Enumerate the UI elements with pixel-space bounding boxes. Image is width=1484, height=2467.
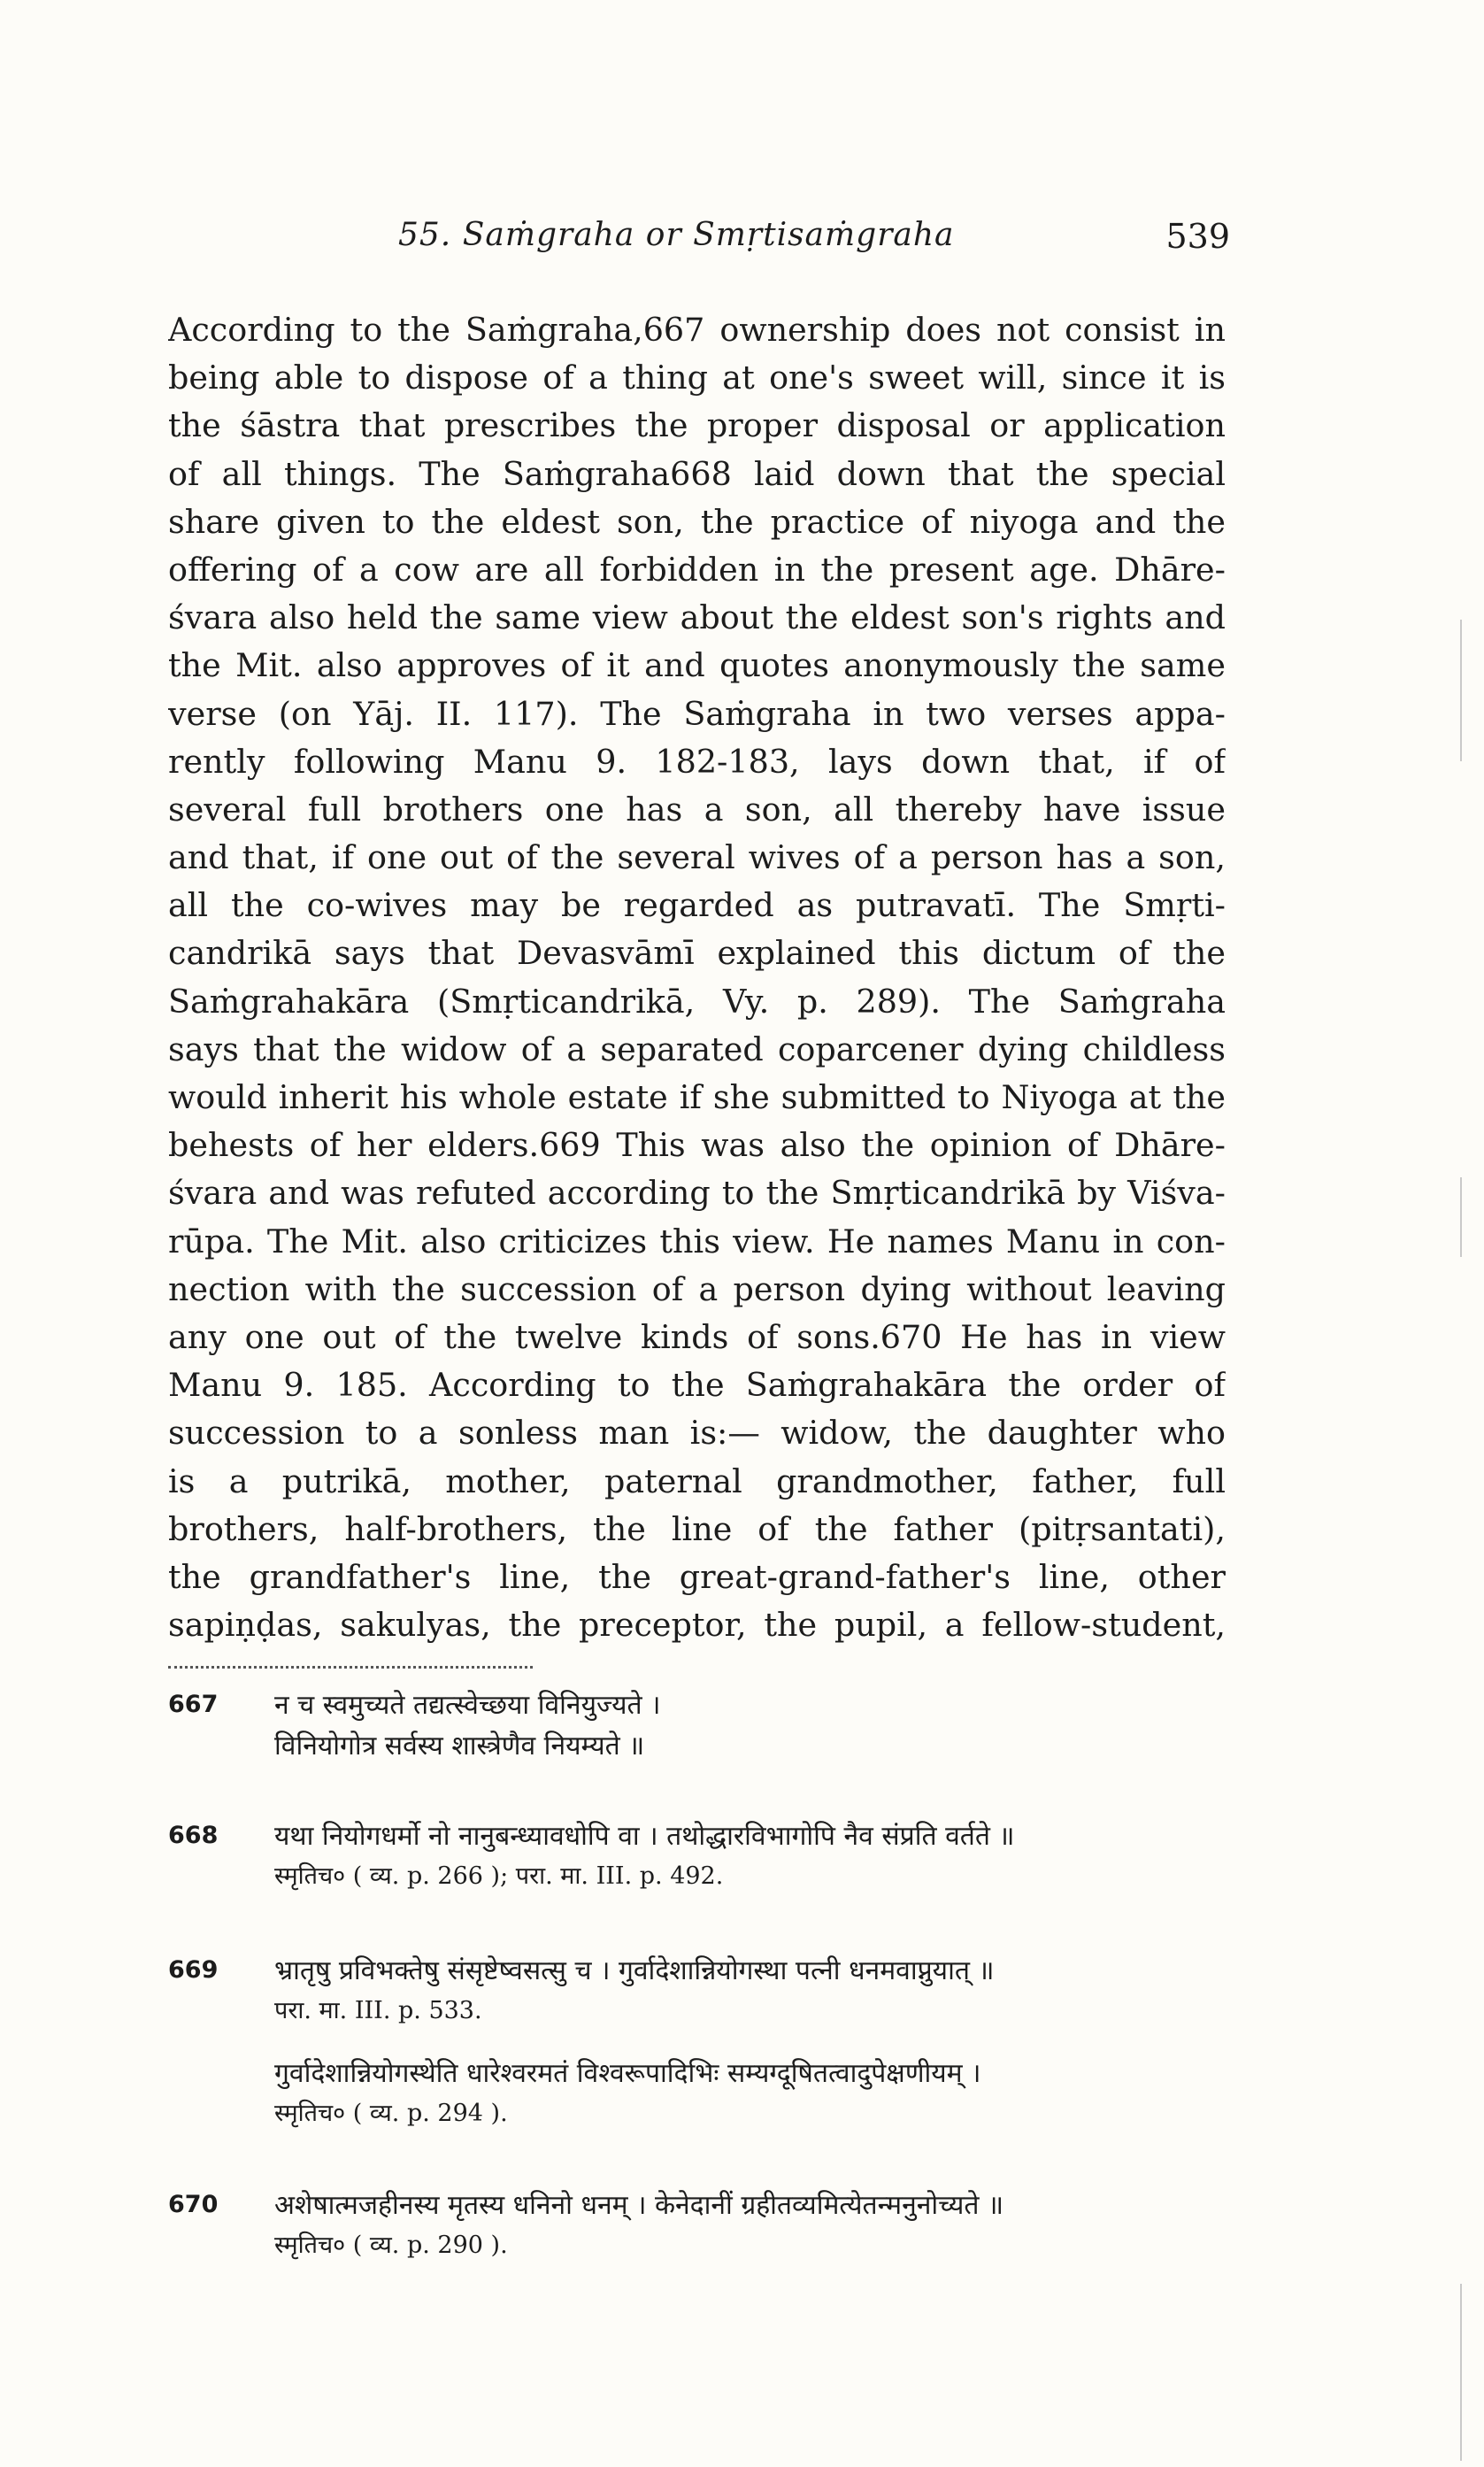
page-number: 539 <box>1165 217 1230 256</box>
text-line: behests of her elders.669 This was also the opinion of Dhāre- <box>168 1126 1226 1165</box>
text-line: the śāstra that prescribes the proper disposal or application <box>168 406 1226 445</box>
text-line: and that, if one out of the several wives of a person has a son, <box>168 838 1226 877</box>
text-line: all the co-wives may be regarded as putravatī. The Smṛti- <box>168 886 1226 925</box>
scan-artifact <box>1460 1177 1462 1257</box>
text-line: According to the Saṁgraha,667 ownership does not consist in <box>168 311 1226 349</box>
citation: स्मृतिच० ( व्य. p. 266 ); परा. मा. III. p. 492. <box>274 1862 724 1890</box>
text-line: candrikā says that Devasvāmī explained this dictum of the <box>168 934 1226 973</box>
text-line: several full brothers one has a son, all thereby have issue <box>168 790 1226 829</box>
body-text <box>168 306 1226 1649</box>
sanskrit-verse: न च स्वमुच्यते तद्यत्स्वेच्छया विनियुज्यते । <box>274 1690 661 1721</box>
text-line: rently following Manu 9. 182-183, lays down that, if of <box>168 742 1226 781</box>
text-line: sapiṇḍas, sakulyas, the preceptor, the pupil, a fellow-student, <box>168 1606 1226 1645</box>
scan-artifact <box>1460 620 1462 761</box>
footnote-number: 670 <box>168 2191 219 2218</box>
citation: स्मृतिच० ( व्य. p. 290 ). <box>274 2232 508 2259</box>
text-line: share given to the eldest son, the practice of niyoga and the <box>168 502 1226 541</box>
text-line: says that the widow of a separated coparcener dying childless <box>168 1029 1226 1068</box>
text-line: the grandfather's line, the great-grand-father's line, other <box>168 1557 1226 1596</box>
text-line: nection with the succession of a person dying without leaving <box>168 1269 1226 1308</box>
text-line: being able to dispose of a thing at one's sweet will, since it is <box>168 358 1226 397</box>
text-line: verse (on Yāj. II. 117). The Saṁgraha in two verses appa- <box>168 694 1226 733</box>
scan-artifact <box>1460 2284 1462 2461</box>
text-line: the Mit. also approves of it and quotes anonymously the same <box>168 646 1226 685</box>
sanskrit-comment: गुर्वादेशान्नियोगस्थेति धारेश्वरमतं विश्वरूपादिभिः सम्यग्दूषितत्वादुपेक्षणीयम् । <box>274 2058 981 2089</box>
text-line: rūpa. The Mit. also criticizes this view. He names Manu in con- <box>168 1222 1226 1260</box>
text-line: is a putrikā, mother, paternal grandmother, father, full <box>168 1461 1226 1500</box>
text-line: brothers, half-brothers, the line of the father (pitṛsantati), <box>168 1509 1226 1548</box>
text-line: succession to a sonless man is:— widow, the daughter who <box>168 1414 1226 1453</box>
sanskrit-verse: अशेषात्मजहीनस्य मृतस्य धनिनो धनम् । केनेदानीं ग्रहीतव्यमित्येतन्मनुनोच्यते ॥ <box>274 2190 1004 2221</box>
text-line: śvara and was refuted according to the Smṛticandrikā by Viśva- <box>168 1174 1226 1213</box>
citation: परा. मा. III. p. 533. <box>274 1997 482 2024</box>
footnote-divider <box>168 1666 533 1669</box>
footnote-number: 669 <box>168 1956 219 1984</box>
text-line: Saṁgrahakāra (Smṛticandrikā, Vy. p. 289). The Saṁgraha <box>168 982 1226 1021</box>
text-line: would inherit his whole estate if she submitted to Niyoga at the <box>168 1078 1226 1116</box>
sanskrit-verse: विनियोगोत्र सर्वस्य शास्त्रेणैव नियम्यते ॥ <box>274 1731 645 1762</box>
footnote-number: 668 <box>168 1822 219 1849</box>
text-line: Manu 9. 185. According to the Saṁgrahakāra the order of <box>168 1366 1226 1405</box>
text-line: śvara also held the same view about the eldest son's rights and <box>168 598 1226 637</box>
citation: स्मृतिच० ( व्य. p. 294 ). <box>274 2100 508 2127</box>
text-line: of all things. The Saṁgraha668 laid down that the special <box>168 454 1226 493</box>
text-line: offering of a cow are all forbidden in the present age. Dhāre- <box>168 550 1226 589</box>
chapter-title: 55. Saṁgraha or Smṛtisaṁgraha <box>398 217 955 253</box>
sanskrit-verse: यथा नियोगधर्मो नो नानुबन्ध्यावधोपि वा । तथोद्धारविभागोपि नैव संप्रति वर्तते ॥ <box>274 1821 1015 1852</box>
footnote-number: 667 <box>168 1691 219 1718</box>
text-line: any one out of the twelve kinds of sons.670 He has in view <box>168 1317 1226 1356</box>
running-head <box>168 217 1230 270</box>
sanskrit-verse: भ्रातृषु प्रविभक्तेषु संसृष्टेष्वसत्सु च । गुर्वादेशान्नियोगस्था पत्नी धनमवाप्नुयात् ॥ <box>274 1955 995 1986</box>
